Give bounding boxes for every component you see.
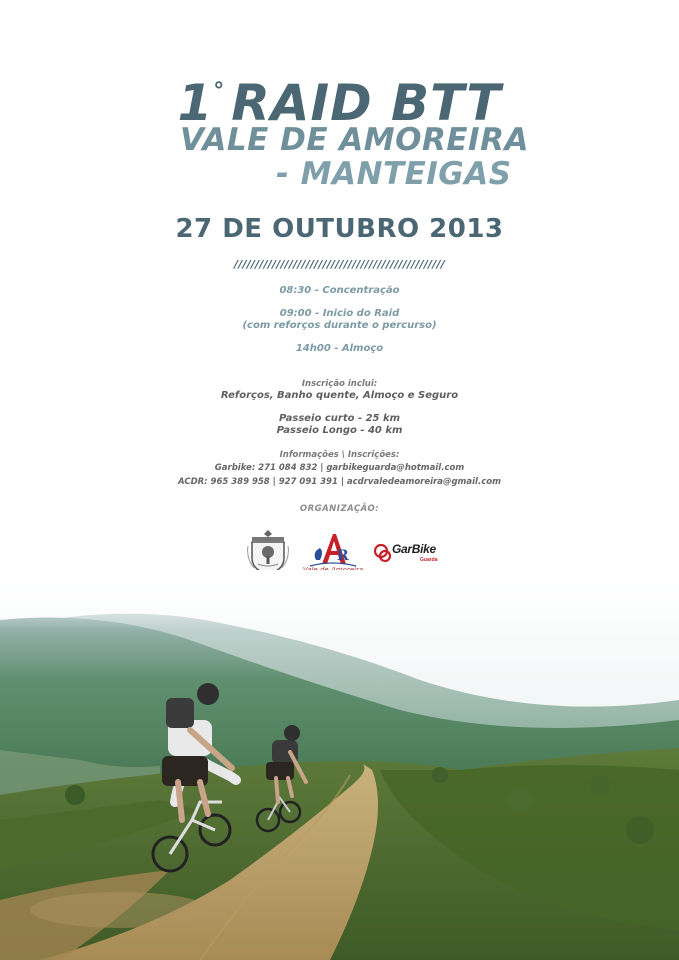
- municipal-crest-icon: [246, 528, 290, 576]
- schedule-item-concentracao: 08:30 - Concentração: [279, 285, 400, 296]
- subtitle-line-2: - MANTEIGAS: [276, 156, 512, 192]
- route-long: Passeio Longo - 40 km: [276, 425, 403, 436]
- garbike-sub: Guarda: [420, 557, 438, 563]
- svg-text:R: R: [337, 548, 349, 564]
- contact-garbike: Garbike: 271 084 832 | garbikeguarda@hotmail.com: [214, 463, 465, 473]
- title-text: RAID BTT: [231, 74, 502, 132]
- divider: //////////////////////////////////////////////////: [234, 258, 445, 271]
- route-short: Passeio curto - 25 km: [278, 413, 401, 424]
- registration-label: Inscrição inclui:: [301, 379, 378, 389]
- contacts-label: Informações \ Inscrições:: [279, 450, 400, 460]
- title-number: 1: [177, 74, 214, 132]
- mountain-bike-photo: [0, 570, 679, 960]
- organization-label: ORGANIZAÇÃO:: [299, 504, 380, 514]
- event-date: 27 DE OUTUBRO 2013: [175, 214, 504, 244]
- schedule-item-inicio: 09:00 - Inicio do Raid: [279, 308, 400, 319]
- registration-items: Reforços, Banho quente, Almoço e Seguro: [220, 390, 459, 401]
- schedule-item-almoco: 14h00 - Almoço: [295, 343, 384, 354]
- subtitle-line-1: VALE DE AMOREIRA: [180, 122, 529, 158]
- title-degree: °: [213, 79, 226, 104]
- schedule-item-note: (com reforços durante o percurso): [242, 320, 437, 331]
- garbike-name: GarBike: [392, 542, 436, 556]
- contact-acdr: ACDR: 965 389 958 | 927 091 391 | acdrvaledeamoreira@gmail.com: [178, 477, 501, 487]
